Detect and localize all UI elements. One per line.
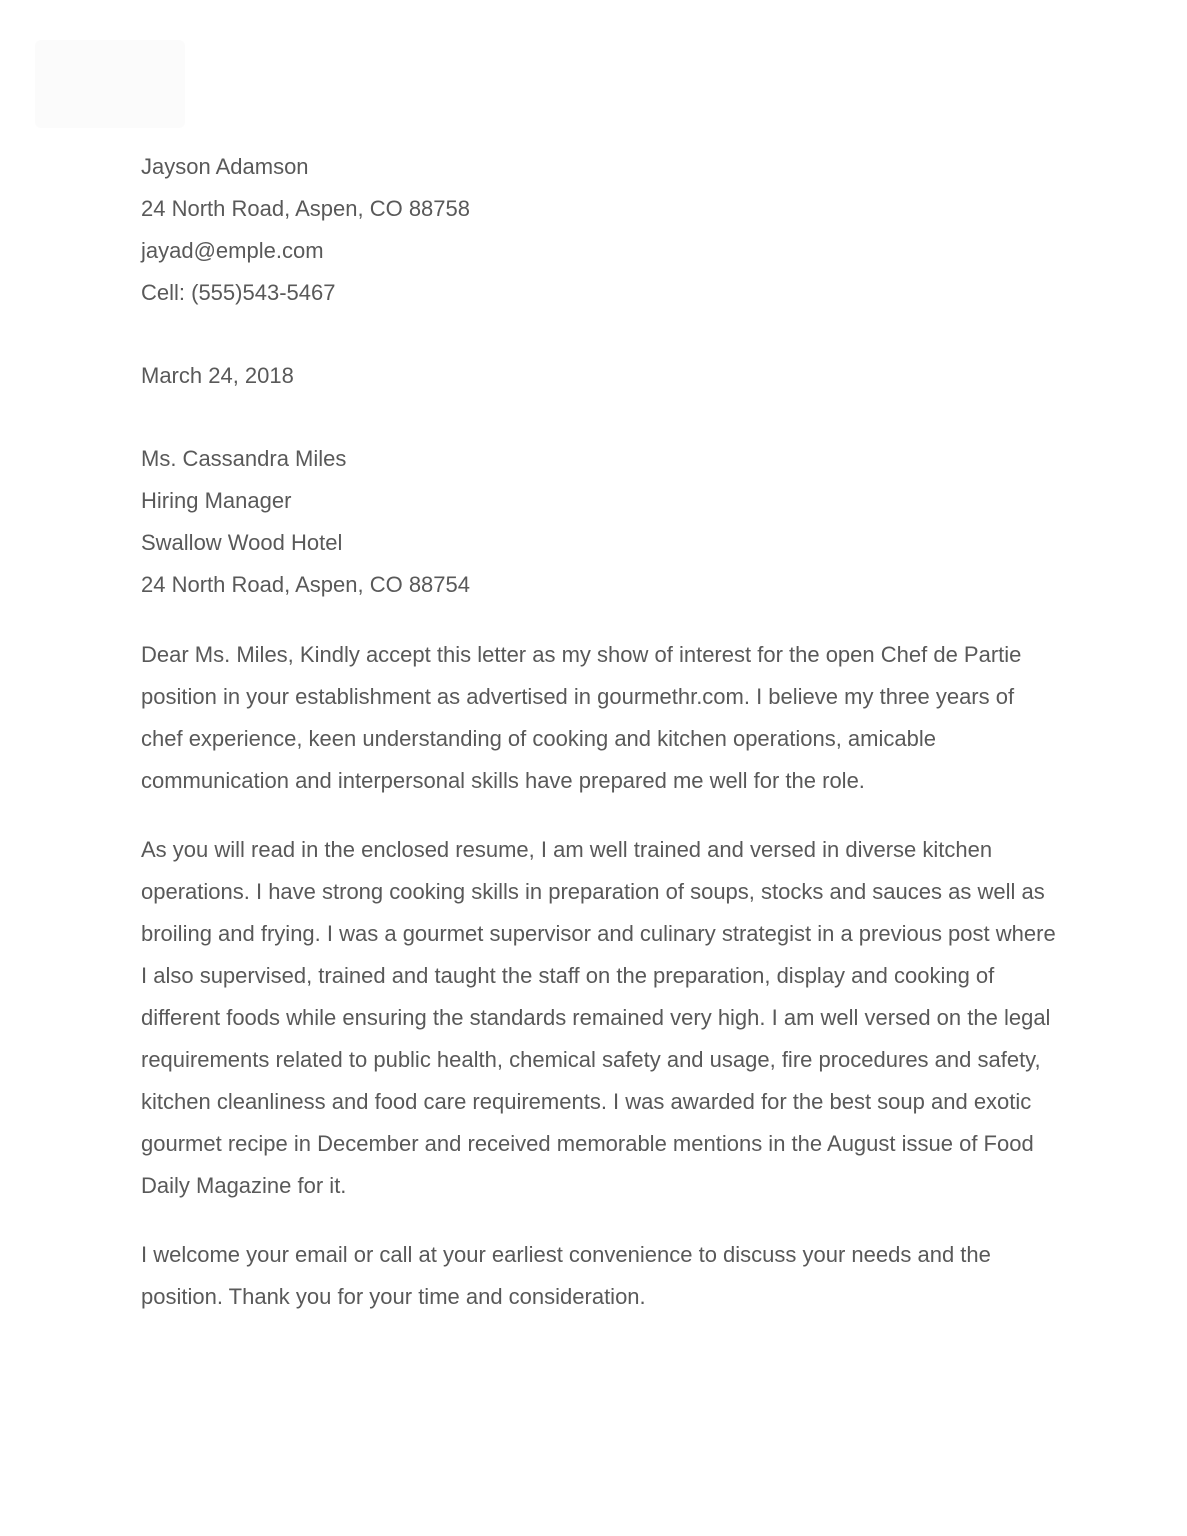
- letter-paragraph-intro: Dear Ms. Miles, Kindly accept this letter as my show of interest for the open Chef de Partie position in your establishment as advertised in gourmethr.com. I believe my three years of chef experience, keen understanding of cooking and kitchen operations, amicable communication and interpersonal skills have prepared me well for the role.: [141, 642, 1022, 793]
- recipient-title: Hiring Manager: [141, 488, 292, 513]
- date-block: [141, 355, 1061, 397]
- sender-block: [141, 146, 1061, 314]
- recipient-address: 24 North Road, Aspen, CO 88754: [141, 572, 470, 597]
- letter-date: March 24, 2018: [141, 363, 294, 388]
- recipient-company: Swallow Wood Hotel: [141, 530, 343, 555]
- sender-phone: Cell: (555)543-5467: [141, 280, 336, 305]
- sender-address: 24 North Road, Aspen, CO 88758: [141, 196, 470, 221]
- sender-email: jayad@emple.com: [141, 238, 324, 263]
- faint-watermark: [35, 40, 185, 128]
- recipient-name: Ms. Cassandra Miles: [141, 446, 347, 471]
- cover-letter-document: [141, 146, 1061, 1345]
- letter-paragraph-closing: I welcome your email or call at your earliest convenience to discuss your needs and the position. Thank you for your time and consideration.: [141, 1242, 991, 1309]
- recipient-block: [141, 438, 1061, 606]
- letter-paragraph-experience: As you will read in the enclosed resume, I am well trained and versed in diverse kitchen operations. I have strong cooking skills in preparation of soups, stocks and sauces as well as broiling and frying. I was a gourmet supervisor and culinary strategist in a previous post where I also supervised, trained and taught the staff on the preparation, display and cooking of different foods while ensuring the standards remained very high. I am well versed on the legal requirements related to public health, chemical safety and usage, fire procedures and safety, kitchen cleanliness and food care requirements. I was awarded for the best soup and exotic gourmet recipe in December and received memorable mentions in the August issue of Food Daily Magazine for it.: [141, 837, 1056, 1198]
- sender-name: Jayson Adamson: [141, 154, 309, 179]
